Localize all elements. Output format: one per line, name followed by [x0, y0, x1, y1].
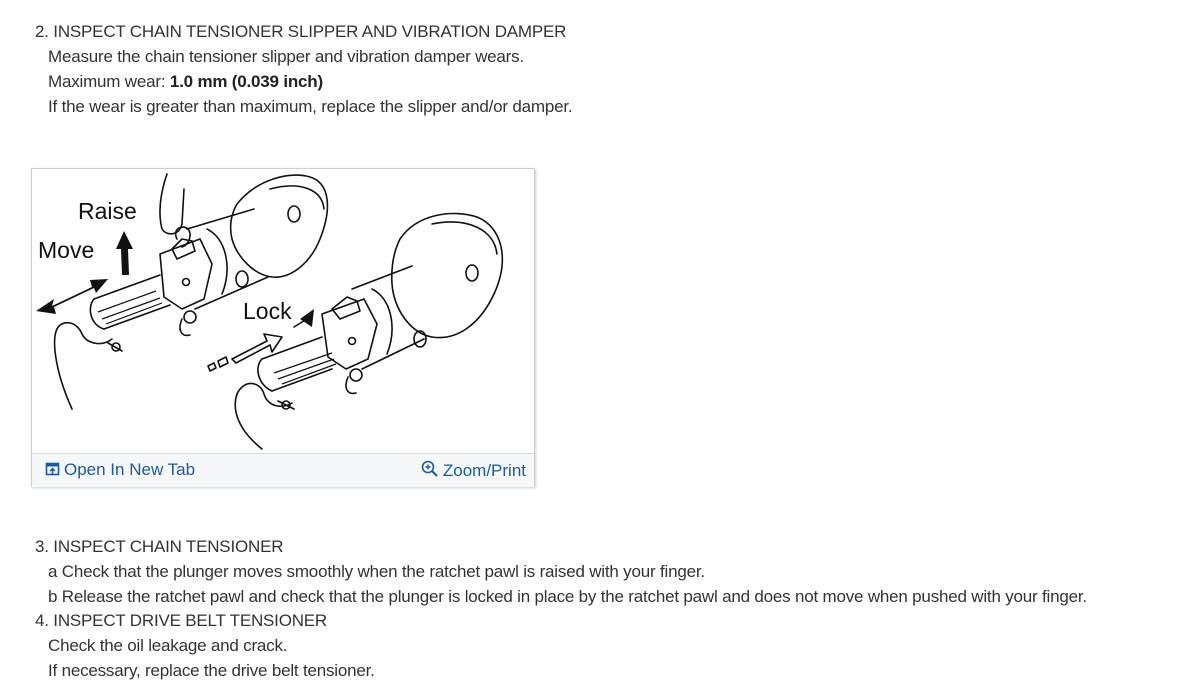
- zoom-print-label: Zoom/Print: [442, 461, 526, 480]
- section-3-heading: 3. INSPECT CHAIN TENSIONER: [35, 537, 284, 556]
- section-2-line-1: Measure the chain tensioner slipper and vibration damper wears.: [48, 47, 524, 66]
- max-wear-label: Maximum wear:: [48, 72, 170, 91]
- section-3-item-b: b Release the ratchet pawl and check that the plunger is locked in place by the ratchet pawl and does not move when pushed with your finger.: [48, 587, 1087, 606]
- open-in-new-tab-link[interactable]: [45, 460, 195, 480]
- section-4-line-1: Check the oil leakage and crack.: [48, 636, 288, 655]
- figure-action-bar: [32, 453, 534, 487]
- tensioner-illustration: [32, 169, 534, 453]
- lock-label: Lock: [243, 298, 292, 324]
- raise-label: Raise: [78, 198, 137, 224]
- section-2-max-wear: [48, 72, 323, 92]
- section-3-item-a: a Check that the plunger moves smoothly when the ratchet pawl is raised with your finger.: [48, 562, 705, 581]
- move-label: Move: [38, 237, 95, 263]
- section-4-heading: 4. INSPECT DRIVE BELT TENSIONER: [35, 611, 328, 630]
- open-in-new-tab-label: Open In New Tab: [64, 460, 196, 479]
- max-wear-value: 1.0 mm (0.039 inch): [169, 72, 323, 91]
- zoom-in-icon: [421, 460, 439, 478]
- open-in-new-tab-icon: [45, 462, 60, 477]
- zoom-print-link[interactable]: [421, 460, 526, 481]
- section-2-heading: 2. INSPECT CHAIN TENSIONER SLIPPER AND VIBRATION DAMPER: [35, 22, 567, 41]
- figure-card: [31, 168, 535, 487]
- section-4-line-2: If necessary, replace the drive belt tensioner.: [48, 661, 375, 680]
- section-2-line-3: If the wear is greater than maximum, replace the slipper and/or damper.: [48, 97, 573, 116]
